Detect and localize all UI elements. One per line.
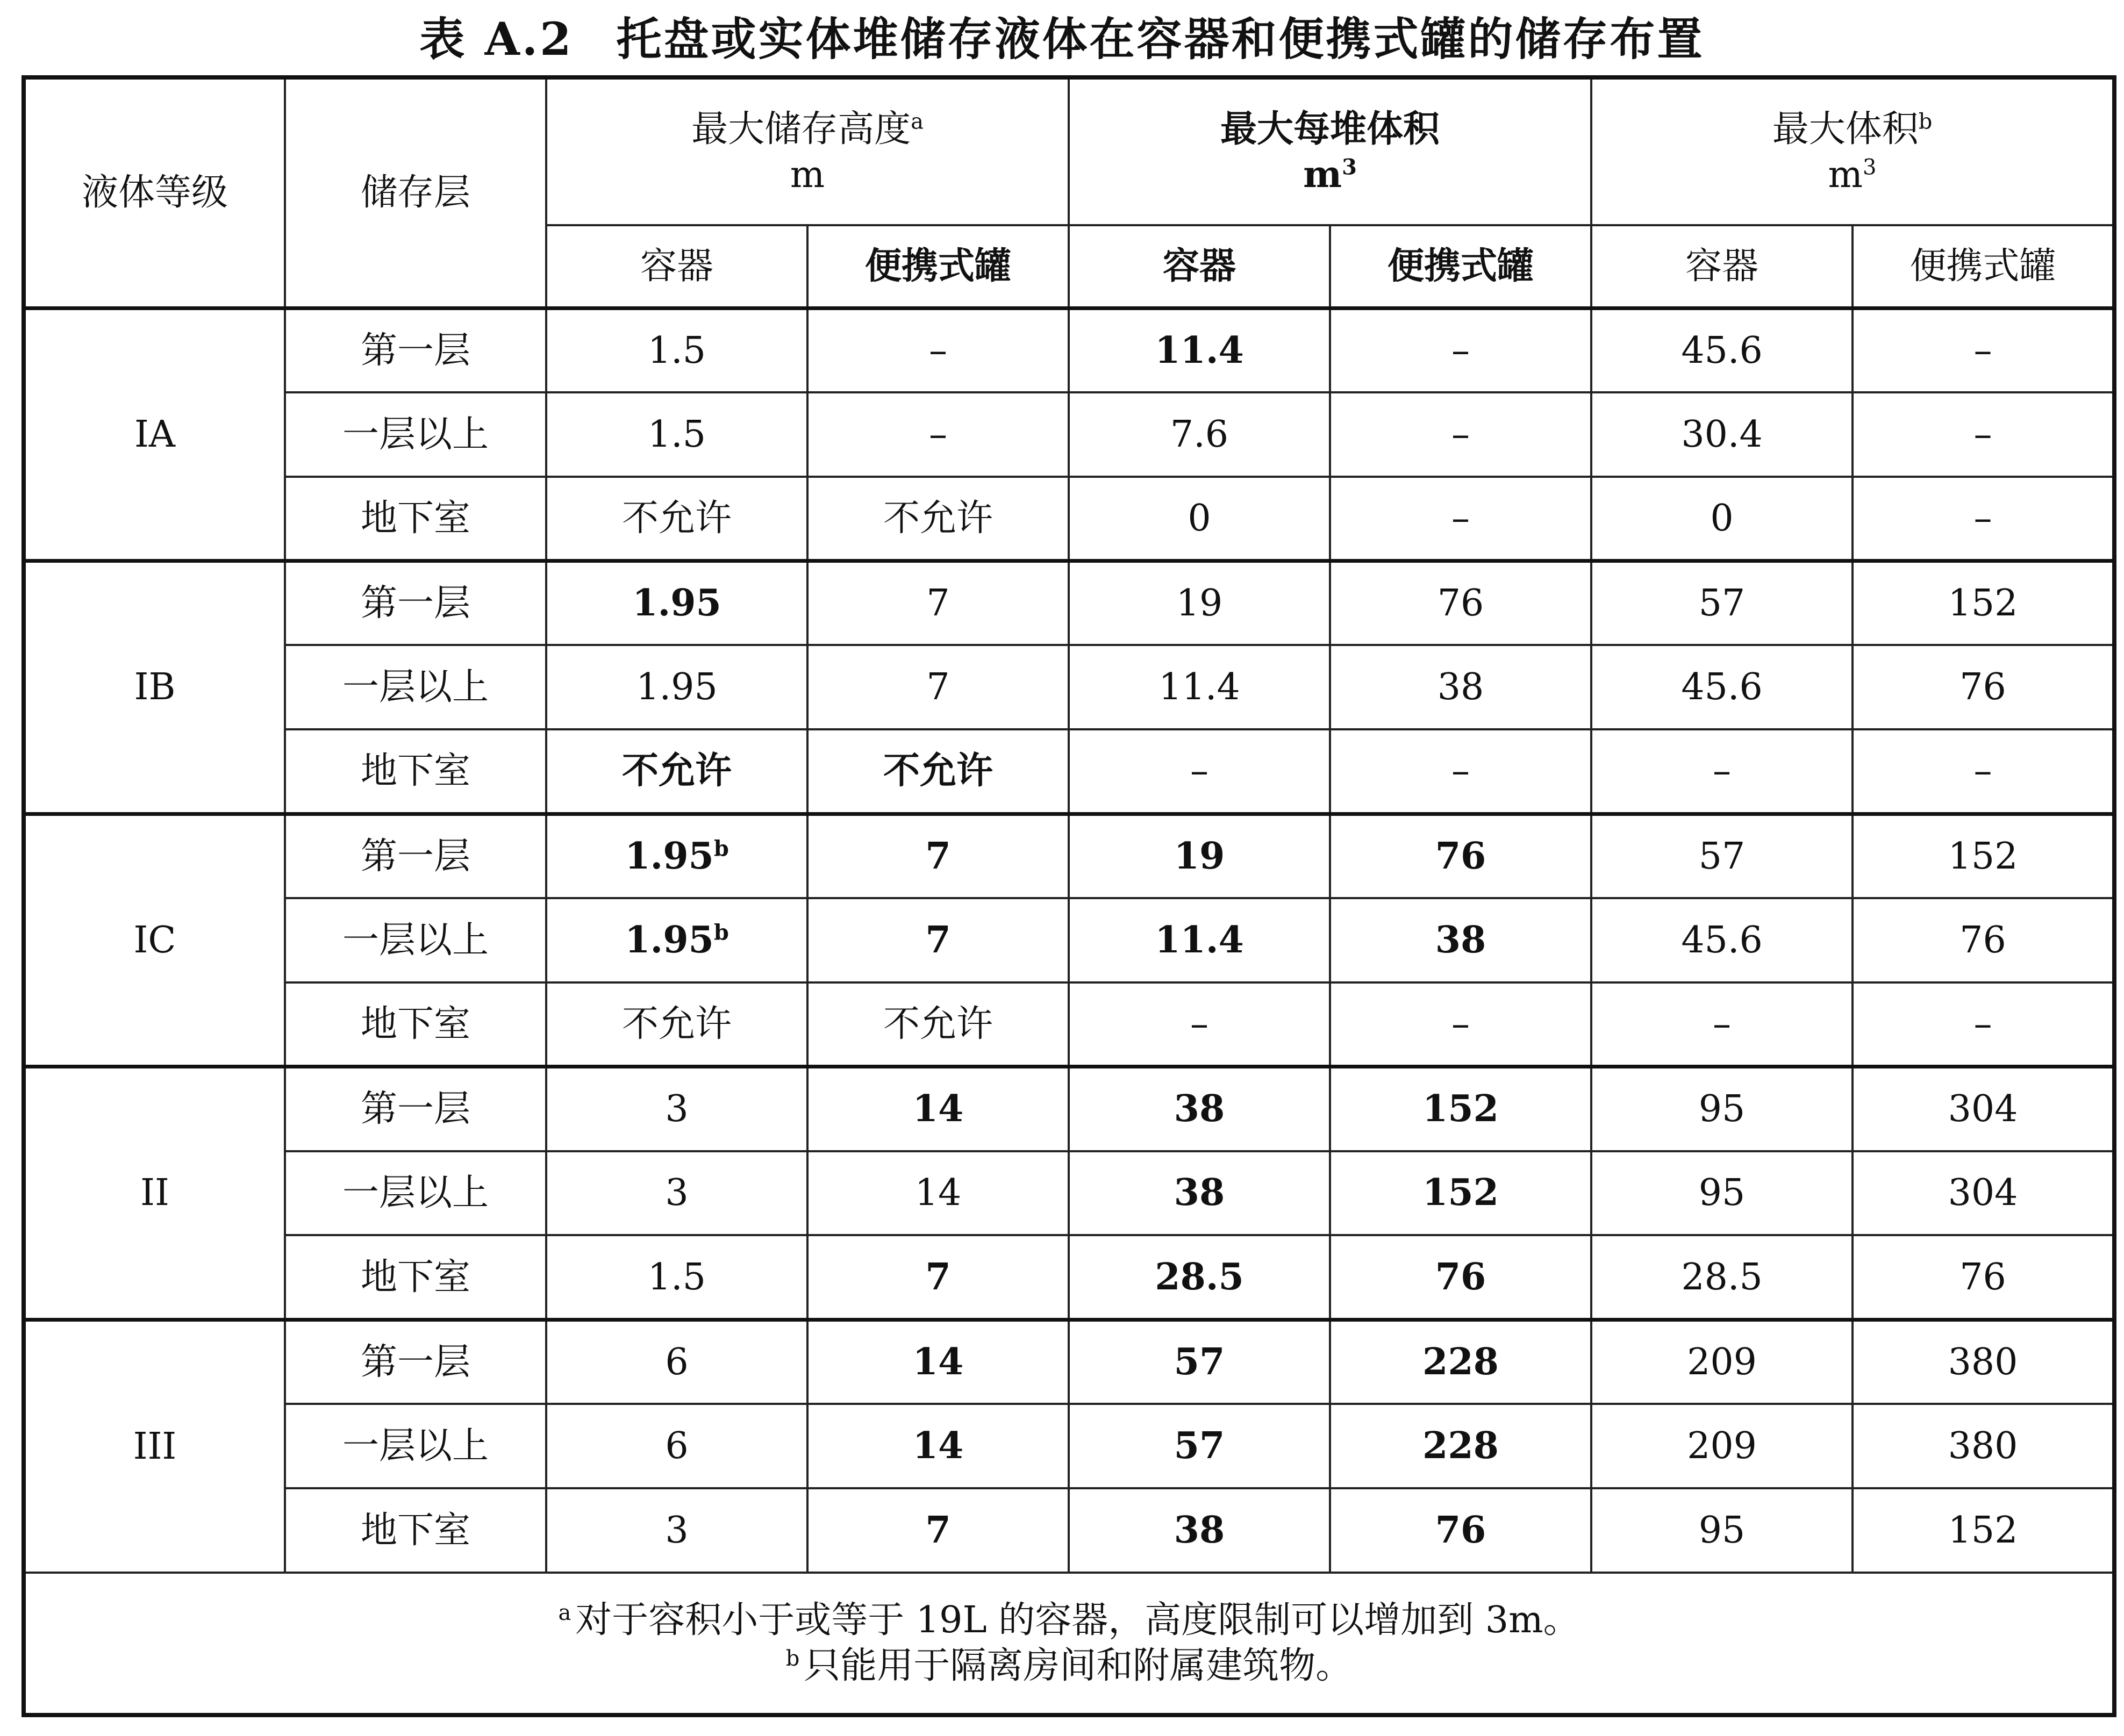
storage-level-cell: 第一层 [285, 1067, 546, 1151]
header-max-height [546, 77, 1069, 225]
value-cell: 14 [807, 1151, 1069, 1236]
value-cell: 11.4 [1069, 645, 1330, 729]
value-cell: 11.4 [1069, 308, 1330, 392]
footnote-mark: b [713, 920, 729, 945]
value-cell: 7 [807, 898, 1069, 982]
storage-level-cell: 一层以上 [285, 898, 546, 982]
value-cell: 95 [1591, 1488, 1853, 1573]
value-cell: 1.5 [546, 1235, 807, 1319]
value-cell: 228 [1330, 1404, 1591, 1488]
unit-label [1828, 154, 1877, 196]
unit-base: m [1828, 153, 1863, 196]
value-text: 1.95 [625, 834, 714, 878]
unit-base: m [1303, 153, 1342, 196]
value-cell: 76 [1853, 645, 2114, 729]
header-max-volume [1591, 77, 2114, 225]
value-cell: 11.4 [1069, 898, 1330, 982]
value-cell: 380 [1853, 1319, 2114, 1404]
unit-exponent: 3 [1342, 154, 1357, 180]
value-cell: 28.5 [1069, 1235, 1330, 1319]
value-cell: 76 [1853, 898, 2114, 982]
value-cell: 7.6 [1069, 392, 1330, 477]
storage-level-cell: 地下室 [285, 1235, 546, 1319]
value-cell: – [1853, 477, 2114, 561]
table-row [24, 982, 2114, 1067]
footnote-text: 只能用于隔离房间和附属建筑物。 [804, 1645, 1353, 1688]
value-cell: 38 [1069, 1067, 1330, 1151]
value-cell: 1.95 [546, 561, 807, 645]
table-row [24, 1235, 2114, 1319]
value-cell: – [1853, 308, 2114, 392]
value-cell: 不允许 [546, 729, 807, 814]
value-cell: – [1330, 982, 1591, 1067]
notes-row [24, 1573, 2114, 1715]
value-cell: – [1069, 729, 1330, 814]
storage-level-cell: 地下室 [285, 477, 546, 561]
table-row [24, 561, 2114, 645]
value-cell: 7 [807, 561, 1069, 645]
value-cell: 19 [1069, 561, 1330, 645]
value-cell: 380 [1853, 1404, 2114, 1488]
value-cell: 45.6 [1591, 898, 1853, 982]
footnote-mark: a [911, 109, 924, 134]
table-row [24, 645, 2114, 729]
value-cell: 76 [1330, 814, 1591, 898]
value-cell: 不允许 [807, 477, 1069, 561]
table-row [24, 1067, 2114, 1151]
value-cell: 95 [1591, 1151, 1853, 1236]
value-cell: – [1330, 392, 1591, 477]
subheader-container: 容器 [1591, 225, 1853, 308]
value-cell: 38 [1330, 645, 1591, 729]
footnote-mark: b [713, 836, 729, 862]
value-cell: – [1591, 982, 1853, 1067]
header-max-pile-volume [1069, 77, 1591, 225]
storage-level-cell: 第一层 [285, 814, 546, 898]
value-cell: 57 [1069, 1319, 1330, 1404]
header-max-height-label: 最大储存高度 [691, 107, 911, 150]
value-cell: 14 [807, 1067, 1069, 1151]
liquid-class-cell: III [24, 1319, 285, 1573]
table-row [24, 729, 2114, 814]
table-row [24, 1319, 2114, 1404]
value-cell: 0 [1069, 477, 1330, 561]
value-cell [546, 898, 807, 982]
value-cell: 76 [1330, 1235, 1591, 1319]
value-cell: – [1330, 729, 1591, 814]
table-row [24, 1404, 2114, 1488]
value-cell: 6 [546, 1319, 807, 1404]
value-cell: 7 [807, 814, 1069, 898]
value-cell: – [1853, 982, 2114, 1067]
value-cell: 209 [1591, 1404, 1853, 1488]
value-cell: 1.5 [546, 392, 807, 477]
header-storage-level: 储存层 [285, 77, 546, 308]
subheader-portable-tank: 便携式罐 [1330, 225, 1591, 308]
value-cell: 38 [1069, 1488, 1330, 1573]
unit-exponent: 3 [1863, 154, 1877, 180]
storage-level-cell: 一层以上 [285, 1151, 546, 1236]
table-row [24, 1151, 2114, 1236]
value-cell: 14 [807, 1404, 1069, 1488]
value-cell: 57 [1591, 561, 1853, 645]
table-row [24, 1488, 2114, 1573]
storage-level-cell: 一层以上 [285, 645, 546, 729]
footnote-text: 对于容积小于或等于 19L 的容器，高度限制可以增加到 3m。 [575, 1599, 1580, 1642]
storage-level-cell: 地下室 [285, 982, 546, 1067]
storage-level-cell: 一层以上 [285, 392, 546, 477]
value-cell: 7 [807, 1235, 1069, 1319]
value-cell: 不允许 [807, 729, 1069, 814]
value-text: 1.95 [625, 918, 714, 962]
table-row [24, 814, 2114, 898]
value-cell: – [1591, 729, 1853, 814]
header-max-volume-label: 最大体积 [1772, 107, 1919, 150]
value-cell: 45.6 [1591, 308, 1853, 392]
value-cell: 38 [1069, 1151, 1330, 1236]
table-row [24, 392, 2114, 477]
value-cell: 19 [1069, 814, 1330, 898]
table-number: 表 A.2 [419, 12, 574, 66]
storage-level-cell: 地下室 [285, 729, 546, 814]
value-cell: 不允许 [546, 477, 807, 561]
storage-level-cell: 一层以上 [285, 1404, 546, 1488]
value-cell: 152 [1330, 1151, 1591, 1236]
value-cell: – [807, 392, 1069, 477]
value-cell: 7 [807, 645, 1069, 729]
value-cell: 1.5 [546, 308, 807, 392]
value-cell: 152 [1853, 561, 2114, 645]
value-cell: 76 [1330, 1488, 1591, 1573]
liquid-class-cell: IB [24, 561, 285, 814]
value-cell: – [1069, 982, 1330, 1067]
value-cell: 152 [1853, 1488, 2114, 1573]
value-cell: 304 [1853, 1151, 2114, 1236]
value-cell: 57 [1069, 1404, 1330, 1488]
value-cell: – [1330, 308, 1591, 392]
value-cell: 3 [546, 1067, 807, 1151]
subheader-container: 容器 [1069, 225, 1330, 308]
footnote-mark: b [785, 1646, 800, 1671]
footnotes [24, 1573, 2114, 1715]
footnote-mark: b [1918, 109, 1933, 134]
value-cell: 228 [1330, 1319, 1591, 1404]
value-cell: 不允许 [807, 982, 1069, 1067]
value-cell: 3 [546, 1488, 807, 1573]
header-liquid-class: 液体等级 [24, 77, 285, 308]
value-cell: 209 [1591, 1319, 1853, 1404]
value-cell: 76 [1330, 561, 1591, 645]
liquid-class-cell: IC [24, 814, 285, 1067]
value-cell: – [1853, 729, 2114, 814]
footnote-line [26, 1597, 2112, 1643]
value-cell: 57 [1591, 814, 1853, 898]
value-cell: 38 [1330, 898, 1591, 982]
value-cell: 45.6 [1591, 645, 1853, 729]
value-cell: 30.4 [1591, 392, 1853, 477]
value-cell: 不允许 [546, 982, 807, 1067]
value-cell: 1.95 [546, 645, 807, 729]
storage-level-cell: 第一层 [285, 308, 546, 392]
footnote-line [26, 1643, 2112, 1689]
subheader-container: 容器 [546, 225, 807, 308]
value-cell: 95 [1591, 1067, 1853, 1151]
storage-level-cell: 地下室 [285, 1488, 546, 1573]
value-cell [546, 814, 807, 898]
value-cell: – [1330, 477, 1591, 561]
header-max-pile-volume-label: 最大每堆体积 [1220, 107, 1440, 150]
unit-label: m [790, 153, 825, 196]
liquid-class-cell: IA [24, 308, 285, 561]
storage-level-cell: 第一层 [285, 1319, 546, 1404]
value-cell: 152 [1853, 814, 2114, 898]
liquid-class-cell: II [24, 1067, 285, 1320]
storage-table [22, 75, 2116, 1717]
unit-label [1303, 153, 1357, 196]
value-cell: 0 [1591, 477, 1853, 561]
table-row [24, 308, 2114, 392]
table-row [24, 477, 2114, 561]
table-title [0, 10, 2124, 69]
footnote-mark: a [558, 1600, 571, 1625]
value-cell: 28.5 [1591, 1235, 1853, 1319]
subheader-portable-tank: 便携式罐 [807, 225, 1069, 308]
value-cell: 6 [546, 1404, 807, 1488]
value-cell: 7 [807, 1488, 1069, 1573]
storage-level-cell: 第一层 [285, 561, 546, 645]
value-cell: 76 [1853, 1235, 2114, 1319]
value-cell: – [1853, 392, 2114, 477]
value-cell: 14 [807, 1319, 1069, 1404]
value-cell: 152 [1330, 1067, 1591, 1151]
value-cell: – [807, 308, 1069, 392]
table-row [24, 898, 2114, 982]
subheader-portable-tank: 便携式罐 [1853, 225, 2114, 308]
value-cell: 3 [546, 1151, 807, 1236]
value-cell: 304 [1853, 1067, 2114, 1151]
table-caption: 托盘或实体堆储存液体在容器和便携式罐的储存布置 [616, 12, 1705, 66]
